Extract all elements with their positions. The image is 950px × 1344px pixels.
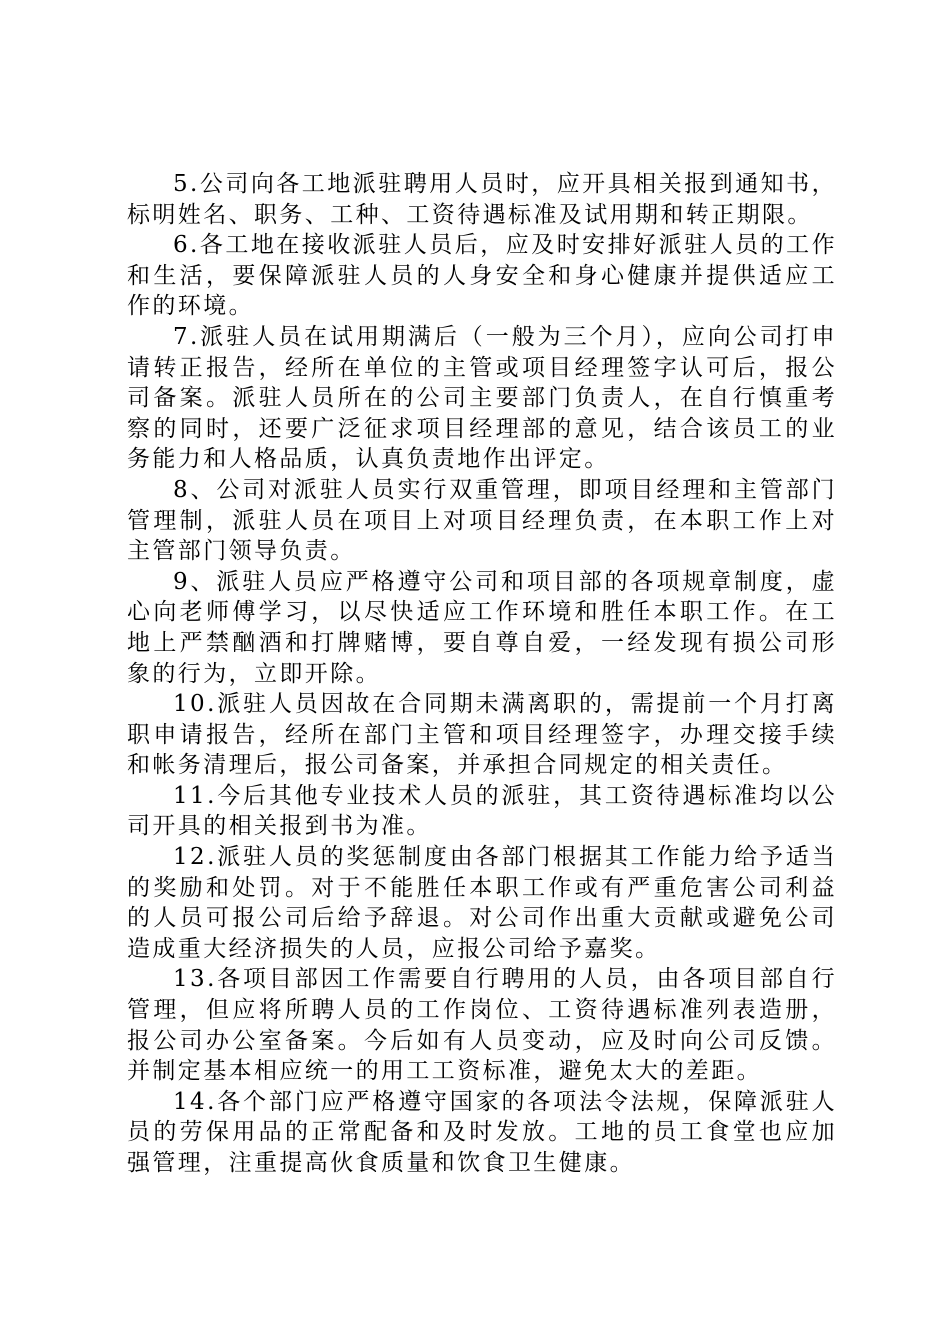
paragraph-12: 12.派驻人员的奖惩制度由各部门根据其工作能力给予适当的奖励和处罚。对于不能胜任本职工作或有严重危害公司利益的人员可报公司后给予辞退。对公司作出重大贡献或避免公司造成重大经济损失的人员，应报公司给予嘉奖。 xyxy=(127,844,837,962)
document-body xyxy=(127,169,837,1179)
paragraph-10: 10.派驻人员因故在合同期未满离职的，需提前一个月打离职申请报告，经所在部门主管和项目经理签字，办理交接手续和帐务清理后，报公司备案，并承担合同规定的相关责任。 xyxy=(127,691,837,779)
paragraph-8: 8、公司对派驻人员实行双重管理，即项目经理和主管部门管理制，派驻人员在项目上对项目经理负责，在本职工作上对主管部门领导负责。 xyxy=(127,476,837,565)
paragraph-9: 9、派驻人员应严格遵守公司和项目部的各项规章制度，虚心向老师傅学习，以尽快适应工作环境和胜任本职工作。在工地上严禁酗酒和打牌赌博，要自尊自爱，一经发现有损公司形象的行为，立即开除。 xyxy=(127,568,837,687)
paragraph-7: 7.派驻人员在试用期满后（一般为三个月），应向公司打申请转正报告，经所在单位的主管或项目经理签字认可后，报公司备案。派驻人员所在的公司主要部门负责人，在自行慎重考察的同时，还要广泛征求项目经理部的意见，结合该员工的业务能力和人格品质，认真负责地作出评定。 xyxy=(127,323,837,473)
paragraph-5: 5.公司向各工地派驻聘用人员时，应开具相关报到通知书，标明姓名、职务、工种、工资待遇标准及试用期和转正期限。 xyxy=(127,171,837,228)
paragraph-6: 6.各工地在接收派驻人员后，应及时安排好派驻人员的工作和生活，要保障派驻人员的人身安全和身心健康并提供适应工作的环境。 xyxy=(127,232,837,320)
paragraph-13: 13.各项目部因工作需要自行聘用的人员，由各项目部自行管理，但应将所聘人员的工作岗位、工资待遇标准列表造册，报公司办公室备案。今后如有人员变动，应及时向公司反馈。并制定基本相应统一的用工工资标准，避免太大的差距。 xyxy=(127,966,837,1085)
paragraph-14: 14.各个部门应严格遵守国家的各项法令法规，保障派驻人员的劳保用品的正常配备和及时发放。工地的员工食堂也应加强管理，注重提高伙食质量和饮食卫生健康。 xyxy=(127,1088,837,1176)
paragraph-11: 11.今后其他专业技术人员的派驻，其工资待遇标准均以公司开具的相关报到书为准。 xyxy=(127,782,837,840)
